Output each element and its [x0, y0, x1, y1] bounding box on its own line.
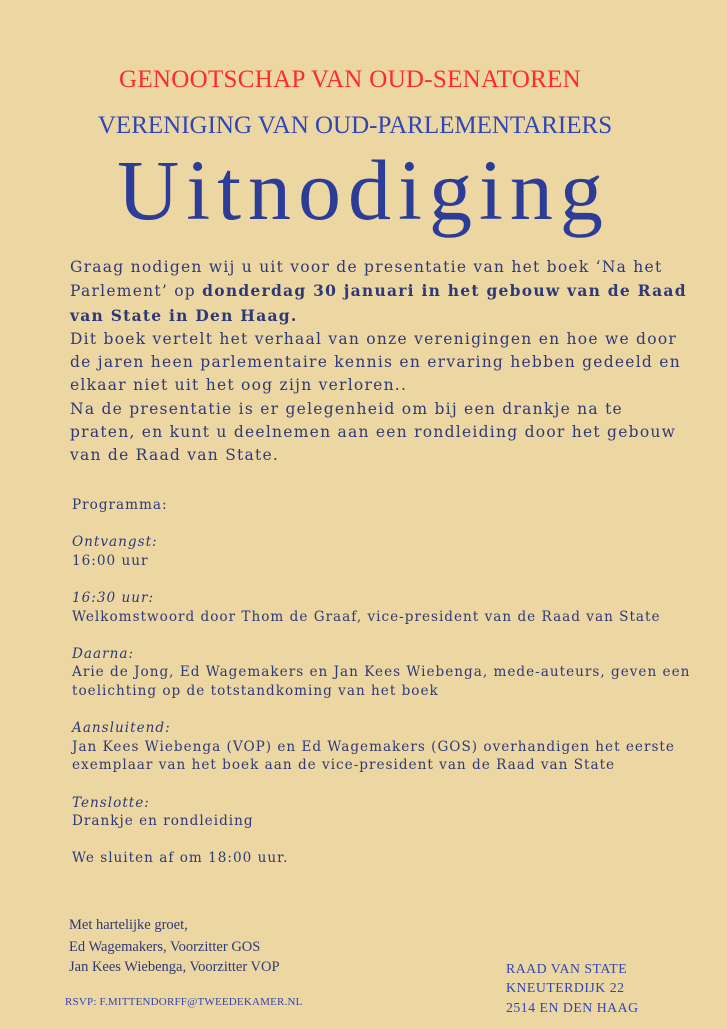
program-item-text: Arie de Jong, Ed Wagemakers en Jan Kees Wiebenga, mede-auteurs, geven een toelichting op de totstandkoming van het boek	[72, 664, 691, 699]
signature-vop: Jan Kees Wiebenga, Voorzitter VOP	[69, 959, 280, 975]
rsvp-email[interactable]: RSVP: F.MITTENDORFF@TWEEDEKAMER.NL	[65, 996, 303, 1008]
program-item-heading: 16:30 uur:	[72, 589, 155, 606]
org-name-senators: GENOOTSCHAP VAN OUD-SENATOREN	[119, 66, 581, 93]
intro-paragraph-3: Na de presentatie is er gelegenheid om bij een drankje na te praten, en kunt u deelnemen aan een rondleiding door het gebouw van de Raad van State.	[70, 399, 677, 465]
org-name-parliamentarians: VERENIGING VAN OUD-PARLEMENTARIERS	[97, 112, 613, 139]
address-line: RAAD VAN STATE	[506, 961, 628, 976]
address-line: 2514 EN DEN HAAG	[506, 999, 639, 1015]
event-date-location: donderdag 30 januari in het gebouw van de Raad van State in Den Haag.	[70, 281, 687, 325]
program-item-heading: Aansluitend:	[72, 720, 171, 737]
signature-gos: Ed Wagemakers, Voorzitter GOS	[69, 939, 261, 955]
intro-p1-text: Graag nodigen wij u uit voor de presentatie van het boek ‘Na het Parlement’ op	[70, 258, 663, 301]
program-section	[72, 496, 712, 868]
program-item-heading: Tenslotte:	[72, 794, 150, 811]
program-heading: Programma:	[72, 497, 168, 513]
intro-paragraph-2: Dit boek vertelt het verhaal van onze verenigingen en hoe we door de jaren heen parlementaire kennis en ervaring hebben gedeeld en elkaar niet uit het oog zijn verloren..	[70, 329, 681, 395]
address-line: KNEUTERDIJK 22	[506, 980, 625, 996]
page-title: Uitnodiging	[117, 142, 610, 238]
venue-address	[506, 959, 639, 1017]
program-item-heading: Ontvangst:	[72, 534, 158, 551]
program-item-heading: Daarna:	[72, 645, 135, 662]
greeting: Met hartelijke groet,	[69, 917, 188, 933]
program-item-text: Drankje en rondleiding	[72, 813, 254, 830]
program-item-text: 16:00 uur	[72, 552, 149, 569]
program-closing: We sluiten af om 18:00 uur.	[72, 850, 289, 867]
program-item-text: Welkomstwoord door Thom de Graaf, vice-president van de Raad van State	[72, 608, 661, 625]
intro-paragraph-1	[70, 258, 687, 325]
signoff	[69, 915, 469, 977]
intro-text	[70, 256, 690, 468]
program-item-text: Jan Kees Wiebenga (VOP) en Ed Wagemakers (GOS) overhandigen het eerste exemplaar van het boek aan de vice-president van de Raad van State	[72, 738, 675, 774]
